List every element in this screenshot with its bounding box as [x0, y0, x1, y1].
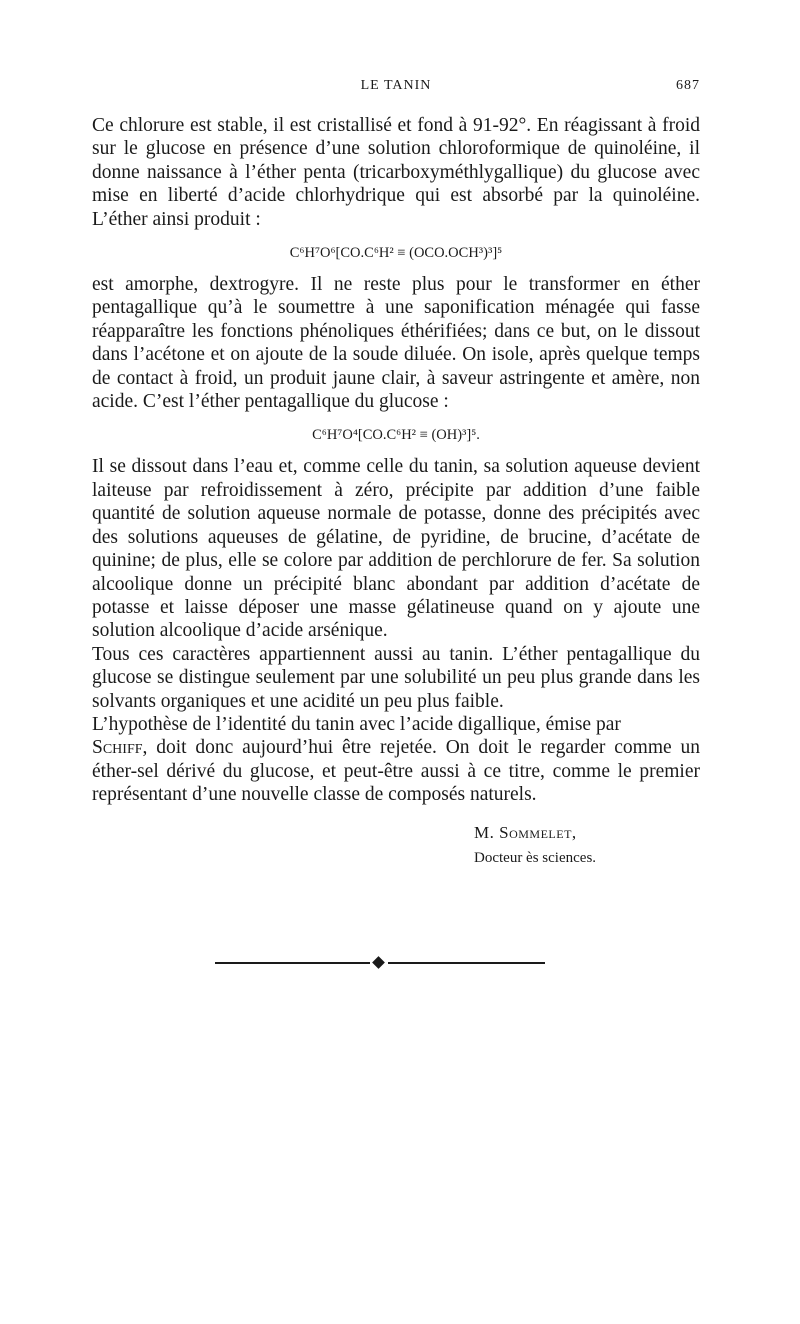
paragraph	[92, 713, 700, 807]
ornament-rule-left	[215, 962, 370, 964]
paragraph-text: , doit donc aujourd’hui être rejetée. On doit le regarder comme un éther-sel dérivé du glucose, et peut-être aussi à ce titre, comme le premier représentant d’une nouvelle classe de composés naturels.	[92, 737, 700, 806]
chemical-formula: C⁶H⁷O⁴[CO.C⁶H² ≡ (OH)³]⁵.	[312, 427, 480, 444]
author-name-schiff: Schiff	[92, 737, 143, 759]
paragraph: Il se dissout dans l’eau et, comme celle du tanin, sa solution aqueuse devient laiteuse par refroidissement à zéro, précipite par addition d’une faible quantité de solution aqueuse normale de potasse, donne des précipités avec des solutions aqueuses de gélatine, de pyridine, de brucine, d’acétate de quinine; de plus, elle se colore par addition de perchlorure de fer. Sa solution alcoolique donne un précipité blanc abondant par addition d’acétate de potasse et laisse déposer une masse gélatineuse quand on y ajoute une solution alcoolique d’acide arsénique.	[92, 456, 700, 642]
section-end-ornament	[215, 957, 545, 969]
paragraph: est amorphe, dextrogyre. Il ne reste plus pour le transformer en éther pentagallique qu’à le soumettre à une saponification ménagée qui fasse réapparaître les fonctions phénoliques éthérifiées; dans ce but, on le dissout dans l’acétone et on ajoute de la soude diluée. On isole, après quelque temps de contact à froid, un produit jaune clair, à saveur astringente et amère, non acide. C’est l’éther pentagallique du glucose :	[92, 274, 700, 413]
paragraph: Tous ces caractères appartiennent aussi au tanin. L’éther pentagallique du glucose se distingue seulement par une solubilité un peu plus grande dans les solvants organiques et une acidité un peu plus faible.	[92, 643, 700, 712]
page-number: 687	[676, 78, 700, 93]
paragraph-text: L’hypothèse de l’identité du tanin avec l’acide digallique, émise par	[92, 713, 621, 735]
diamond-icon	[372, 956, 385, 969]
running-title: LE TANIN	[360, 78, 432, 93]
signature-title: Docteur ès sciences.	[474, 849, 597, 866]
chemical-formula: C⁶H⁷O⁶[CO.C⁶H² ≡ (OCO.OCH³)³]⁵	[289, 245, 503, 262]
running-header	[92, 78, 700, 98]
ornament-rule-right	[388, 962, 545, 964]
signature-name: M. Sommelet,	[474, 822, 577, 842]
page-body	[92, 114, 700, 873]
paragraph: Ce chlorure est stable, il est cristallisé et fond à 91-92°. En réagissant à froid sur le glucose en présence d’une solution chloroformique de quinoléine, il donne naissance à l’éther penta (tricarboxyméthlygallique) du glucose avec mise en liberté d’acide chlorhydrique qui est absorbé par la quinoléine. L’éther ainsi produit :	[92, 115, 700, 230]
signature-block	[92, 821, 700, 873]
